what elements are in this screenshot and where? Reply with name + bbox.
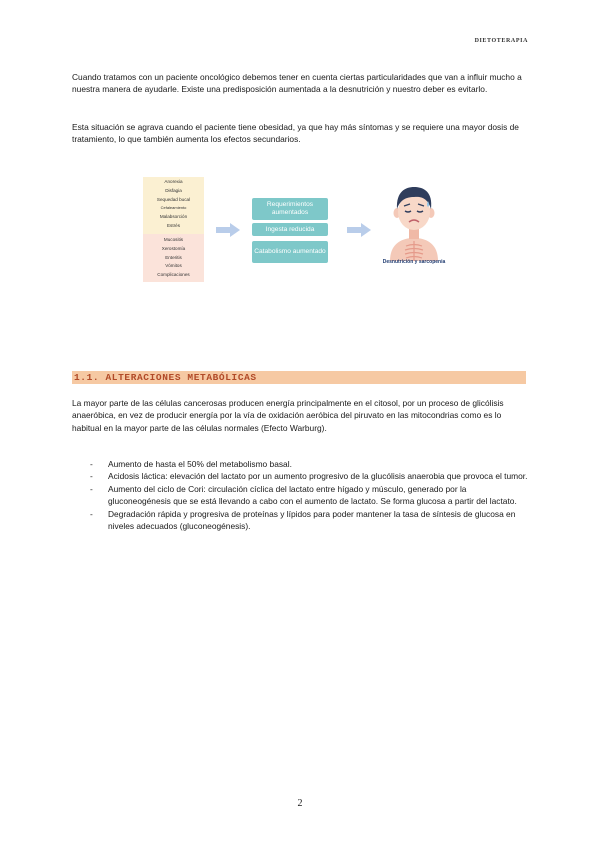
symptom-item: Enteritis xyxy=(165,254,182,260)
page-number: 2 xyxy=(297,798,303,809)
bullet-dash: - xyxy=(90,483,93,494)
arrow-right-icon xyxy=(347,223,371,237)
list-item xyxy=(90,508,530,533)
malnutrition-figure xyxy=(0,0,600,300)
list-item-text: Aumento del ciclo de Cori: circulación cíclica del lactato entre hígado y músculo, generado por la gluconeogénesis que se está llevando a cabo con el aumento de lactato. Se forma glucosa a partir del lactato. xyxy=(108,483,517,507)
symptoms-box-bottom xyxy=(143,234,204,282)
symptom-item: Cefaleamiento xyxy=(160,205,187,211)
bullet-dash: - xyxy=(90,508,93,519)
symptom-item: Complicaciones xyxy=(157,272,190,278)
section-title: 1.1. ALTERACIONES METABÓLICAS xyxy=(74,372,257,383)
bullet-dash: - xyxy=(90,459,93,469)
arrow-right-icon xyxy=(216,223,240,237)
list-item xyxy=(90,483,530,508)
list-item xyxy=(90,458,530,470)
symptoms-box-top xyxy=(143,177,204,234)
intro-paragraph: Cuando tratamos con un paciente oncológico debemos tener en cuenta ciertas particularidades que van a influir mucho a nuestra manera de ayudarle. Existe una predisposición aumentada a la desnutrición y nuestro deber es evitarlo. xyxy=(72,72,522,95)
list-item-text: Aumento de hasta el 50% del metabolismo basal. xyxy=(108,459,292,469)
symptom-item: Anorexia xyxy=(164,179,183,184)
section-heading-bar xyxy=(72,371,526,384)
obesity-paragraph: Esta situación se agrava cuando el paciente tiene obesidad, ya que hay más síntomas y se requiere una mayor dosis de tratamiento, lo que también aumenta los efectos secundarios. xyxy=(72,122,519,145)
bullet-dash: - xyxy=(90,471,93,482)
requirement-box: Catabolismo aumentado xyxy=(252,241,328,263)
requirement-box: Ingesta reducida xyxy=(252,223,328,236)
list-item-text: Degradación rápida y progresiva de proteínas y lípidos para poder mantener la tasa de síntesis de glucosa en niveles adecuados (gluconeogénesis). xyxy=(108,508,516,532)
symptom-item: Disfagia xyxy=(165,187,182,193)
list-item xyxy=(90,470,530,482)
symptom-item: Mucositis xyxy=(163,237,184,242)
symptom-item: Malabsorción xyxy=(159,214,188,220)
symptom-item: Estrés xyxy=(166,222,181,228)
sad-patient-icon xyxy=(384,183,444,261)
metabolic-alterations-list xyxy=(90,458,530,532)
document-header-title: DIETOTERAPIA xyxy=(474,38,528,44)
symptom-item: Sequedad bucal xyxy=(156,196,191,202)
requirement-box: Requerimientos aumentados xyxy=(252,198,328,220)
symptom-item: Vómitos xyxy=(165,263,182,269)
figure-caption: Desnutrición y sarcopenia xyxy=(382,259,446,265)
list-item-text: Acidosis láctica: elevación del lactato por un aumento progresivo de la glucólisis anaerobia que provoca el tumor. xyxy=(108,471,528,482)
symptom-item: Xerostomía xyxy=(161,245,186,251)
warburg-paragraph: La mayor parte de las células cancerosas producen energía principalmente en el citosol, por un proceso de glicólisis anaeróbica, en vez de producir energía por la vía de oxidación aeróbica del piruvato en las mitocondrias como es lo habitual en la mayor parte de las células normales (Efecto Warburg). xyxy=(72,398,504,433)
